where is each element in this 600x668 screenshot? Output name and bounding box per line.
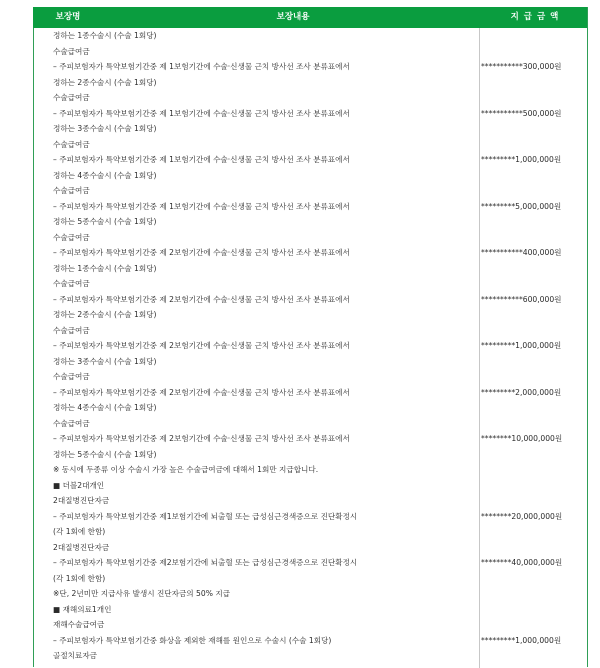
- content-line: 정하는 3종수술시 (수술 1회당): [53, 124, 157, 133]
- content-line: 수술급여금: [53, 139, 90, 149]
- content-line: 수술급여금: [53, 325, 90, 335]
- content-line: 수술급여금: [53, 186, 90, 195]
- content-line: 정하는 1종수술시 (수술 1회당): [53, 31, 157, 40]
- content-line: 정하는 2종수술시 (수술 1회당): [53, 77, 157, 87]
- content-line: 2대질병진단자금: [53, 542, 110, 552]
- content-line: – 주피보험자가 특약보험기간중 제 2보험기간에 수술·신생물 근치 방사선 조사 분류표에서: [53, 387, 350, 397]
- content-line: – 주피보험자가 특약보험기간중 제 1보험기간에 수술·신생물 근치 방사선 조사 분류표에서: [53, 155, 350, 164]
- table-header: [33, 7, 587, 28]
- payment-amount: ********10,000,000원: [481, 434, 563, 443]
- payment-amount: ***********300,000원: [481, 62, 562, 71]
- header-payment-amount: 지 급 금 액: [510, 12, 560, 22]
- content-line: 정하는 3종수술시 (수술 1회당): [53, 356, 157, 366]
- payment-amount: ***********500,000원: [481, 108, 562, 118]
- content-line: 정하는 5종수술시 (수술 1회당): [53, 449, 157, 459]
- content-line: 정하는 1종수술시 (수술 1회당): [53, 263, 157, 273]
- content-line: – 주피보험자가 특약보험기간중 제 1보험기간에 수술·신생물 근치 방사선 조사 분류표에서: [53, 108, 350, 118]
- content-line: – 주피보험자가 특약보험기간중 화상을 제외한 재해를 원인으로 수술시 (수술 1회당): [53, 635, 332, 645]
- content-line: 수술급여금: [53, 418, 90, 428]
- content-line: (각 1회에 한함): [53, 527, 106, 536]
- content-line: – 주피보험자가 특약보험기간중 제 2보험기간에 수술·신생물 근치 방사선 조사 분류표에서: [53, 434, 350, 443]
- content-line: – 주피보험자가 특약보험기간중 제 2보험기간에 수술·신생물 근치 방사선 조사 분류표에서: [53, 341, 350, 350]
- payment-amount: ********40,000,000원: [481, 558, 563, 567]
- content-line: – 주피보험자가 특약보험기간중 제1보험기간에 뇌출혈 또는 급성심근경색증으로 진단확정시: [53, 511, 358, 521]
- payment-amount: *********2,000,000원: [481, 387, 562, 397]
- content-line: 정하는 4종수술시 (수술 1회당): [53, 170, 157, 180]
- content-line: 수술급여금: [53, 232, 90, 242]
- content-line: 수술급여금: [53, 372, 90, 381]
- content-line: – 주피보험자가 특약보험기간중 제2보험기간에 뇌출혈 또는 급성심근경색증으로 진단확정시: [53, 558, 358, 567]
- payment-amount: ********20,000,000원: [481, 511, 563, 521]
- content-line: ※ 동시에 두종류 이상 수술시 가장 높은 수술급여금에 대해서 1회만 지급합니다.: [53, 465, 319, 474]
- content-line: 2대질병진단자금: [53, 496, 110, 505]
- content-line: 골절치료자금: [53, 651, 98, 660]
- content-line: 수술급여금: [53, 46, 90, 56]
- payment-amount: ***********600,000원: [481, 294, 562, 304]
- payment-amount: *********1,000,000원: [481, 635, 562, 645]
- payment-amount: *********1,000,000원: [481, 155, 562, 164]
- content-line: – 주피보험자가 특약보험기간중 제 1보험기간에 수술·신생물 근치 방사선 조사 분류표에서: [53, 62, 350, 71]
- content-line: ■ 재해의료1개인: [53, 604, 112, 614]
- content-line: 수술급여금: [53, 93, 90, 102]
- content-line: – 주피보험자가 특약보험기간중 제 2보험기간에 수술·신생물 근치 방사선 조사 분류표에서: [53, 248, 350, 257]
- payment-amount: *********5,000,000원: [481, 201, 562, 211]
- content-line: 재해수술급여금: [53, 620, 105, 629]
- content-line: ※단, 2년미만 지급사유 발생시 진단자금의 50% 지급: [53, 589, 231, 598]
- content-line: 정하는 4종수술시 (수술 1회당): [53, 403, 157, 412]
- coverage-content-column: [53, 28, 478, 664]
- content-line: – 주피보험자가 특약보험기간중 제 1보험기간에 수술·신생물 근치 방사선 조사 분류표에서: [53, 201, 350, 211]
- content-line: 정하는 5종수술시 (수술 1회당): [53, 217, 157, 226]
- column-divider: [479, 28, 480, 668]
- content-line: 정하는 2종수술시 (수술 1회당): [53, 310, 157, 319]
- header-coverage-content: 보장내용: [276, 12, 310, 22]
- content-line: ■ 더블2대개인: [53, 480, 105, 490]
- header-coverage-type: 보장명: [55, 12, 81, 22]
- content-line: 수술급여금: [53, 279, 90, 288]
- content-line: (각 1회에 한함): [53, 573, 106, 583]
- payment-amount: *********1,000,000원: [481, 341, 562, 350]
- payment-amount: ***********400,000원: [481, 248, 562, 257]
- content-line: – 주피보험자가 특약보험기간중 제 2보험기간에 수술·신생물 근치 방사선 조사 분류표에서: [53, 294, 350, 304]
